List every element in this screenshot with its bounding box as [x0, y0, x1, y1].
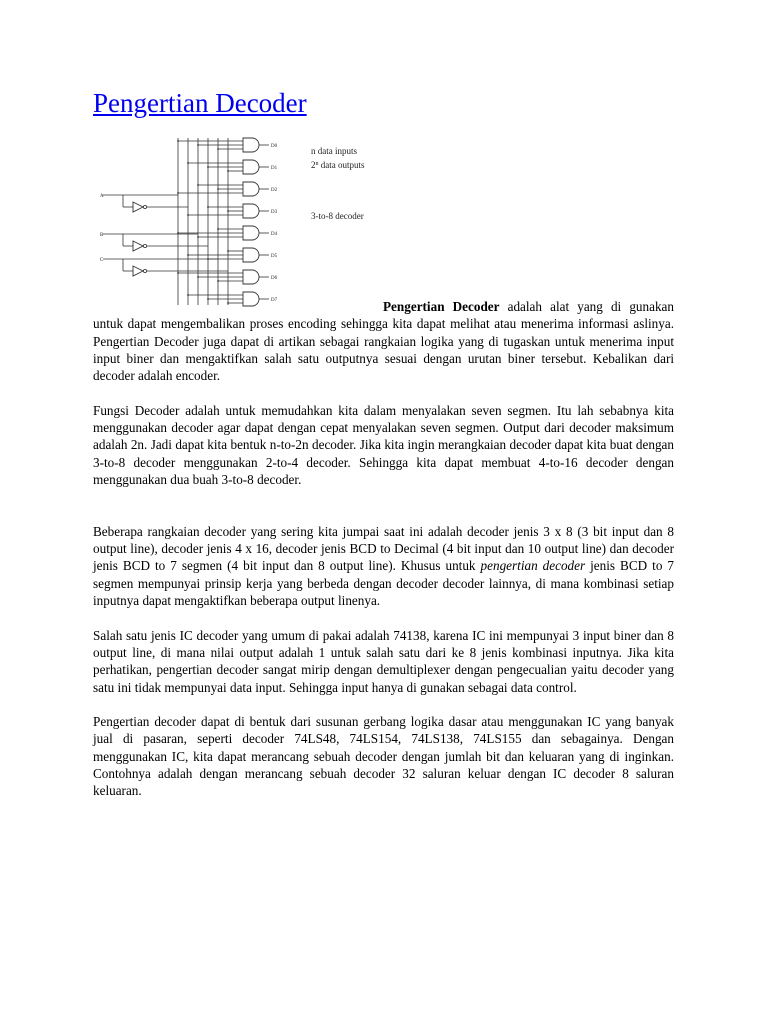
inverter-bubble: [143, 269, 146, 272]
paragraph-4: Salah satu jenis IC decoder yang umum di pakai adalah 74138, karena IC ini mempunyai 3 input biner dan 8 output line, di mana nilai output adalah 1 untuk salah satu dari ke 8 jenis kombinasi inputnya. Jika kita perhatikan, pengertian decoder sangat mirip dengan demultiplexer dengan pengecualian yaitu decoder yang satu ini tidak mempunyai data input. Sehingga input hanya di gunakan sebagai data control.: [93, 627, 674, 695]
and-gate: [243, 226, 259, 240]
page-title-link[interactable]: Pengertian Decoder: [93, 88, 307, 118]
wire-junction: [207, 166, 209, 168]
and-gate: [243, 204, 259, 218]
article-body: [93, 298, 674, 817]
wire-junction: [217, 188, 219, 190]
wire-junction: [227, 210, 229, 212]
wire-junction: [217, 280, 219, 282]
input-label-b: B: [100, 233, 104, 238]
inverter: [133, 202, 143, 212]
wire-junction: [227, 250, 229, 252]
inverter: [133, 266, 143, 276]
wire-junction: [197, 144, 199, 146]
wire-junction: [197, 276, 199, 278]
input-label-a: A: [100, 194, 104, 199]
output-label: D2: [271, 188, 278, 193]
wire-junction: [177, 192, 179, 194]
wire-junction: [187, 294, 189, 296]
and-gates: [243, 138, 259, 306]
spacer: [93, 506, 674, 523]
wire-junction: [187, 254, 189, 256]
decoder-circuit-svg: [93, 135, 383, 310]
and-gate: [243, 248, 259, 262]
wire-junction: [187, 162, 189, 164]
label-3-to-8-decoder: 3-to-8 decoder: [311, 211, 364, 221]
wire-junction: [217, 228, 219, 230]
paragraph-3: Beberapa rangkaian decoder yang sering kita jumpai saat ini adalah decoder jenis 3 x 8 (3 bit input dan 8 output line), decoder jenis 4 x 16, decoder jenis BCD to Decimal (4 bit input dan 10 output line) dan decoder jenis BCD to 7 segmen (4 bit input dan 8 output line). Khusus untuk pengertian decoder jenis BCD to 7 segmen mempunyai prinsip kerja yang berbeda dengan decoder decoder lainnya, di mana kombinasi setiap inputnya dapat mengaktifkan beberapa output linenya.: [93, 523, 674, 609]
and-gate: [243, 270, 259, 284]
wire-junction: [187, 214, 189, 216]
output-label: D5: [271, 254, 278, 259]
wire-junction: [197, 184, 199, 186]
paragraph-2: Fungsi Decoder adalah untuk memudahkan kita dalam menyalakan seven segmen. Itu lah sebabnya kita menggunakan decoder agar dapat dengan cepat menyalakan seven segmen. Output dari decoder maksimum adalah 2n. Jadi dapat kita bentuk n-to-2n decoder. Jika kita ingin merangkaian decoder dapat kita buat dengan 3-to-8 decoder menggunakan 2-to-4 decoder. Sehingga kita dapat membuat 4-to-16 decoder dengan menggunakan dua buah 3-to-8 decoder.: [93, 402, 674, 487]
and-gate: [243, 138, 259, 152]
term-bold: Pengertian Decoder: [383, 299, 500, 314]
output-label: D1: [271, 166, 278, 171]
output-label: D3: [271, 210, 278, 215]
paragraph-5: Pengertian decoder dapat di bentuk dari susunan gerbang logika dasar atau menggunakan IC yang banyak jual di pasaran, seperti decoder 74LS48, 74LS154, 74LS138, 74LS155 dan sebagainya. Dengan menggunakan IC, kita dapat merancang sebuah decoder dengan jumlah bit dan keluaran yang di inginkan. Contohnya adalah dengan merancang sebuah decoder 32 saluran keluar dengan IC decoder 8 saluran keluaran.: [93, 714, 674, 799]
wire-junction: [207, 206, 209, 208]
label-n-data-inputs: n data inputs: [311, 146, 357, 156]
output-label: D7: [271, 298, 278, 303]
inverter: [133, 241, 143, 251]
inverter-bubble: [143, 205, 146, 208]
output-label: D4: [271, 232, 278, 237]
inverter-bubble: [143, 244, 146, 247]
and-gate: [243, 160, 259, 174]
paragraph-1: Pengertian Decoder adalah alat yang di gunakan untuk dapat mengembalikan proses encoding sehingga kita dapat melihat atau menerima informasi aslinya. Pengertian Decoder juga dapat di artikan sebagai rangkaian logika yang di tugaskan untuk menerima input input biner dan mengaktifkan salah satu outputnya sesuai dengan urutan biner tersebut. Kebalikan dari decoder adalah encoder.: [93, 299, 674, 384]
output-label: D0: [271, 144, 278, 149]
wire-junction: [177, 272, 179, 274]
decoder-circuit-diagram: [93, 135, 383, 310]
term-italic: pengertian decoder: [480, 558, 586, 574]
wire-junction: [197, 236, 199, 238]
and-gate: [243, 182, 259, 196]
output-label: D6: [271, 276, 278, 281]
wire-junction: [227, 170, 229, 172]
wire-junction: [217, 148, 219, 150]
wire-junction: [177, 140, 179, 142]
label-data-outputs: 2$^n$ data outputs: [311, 160, 365, 170]
input-label-c: C: [100, 258, 104, 263]
inverters: [133, 202, 147, 276]
